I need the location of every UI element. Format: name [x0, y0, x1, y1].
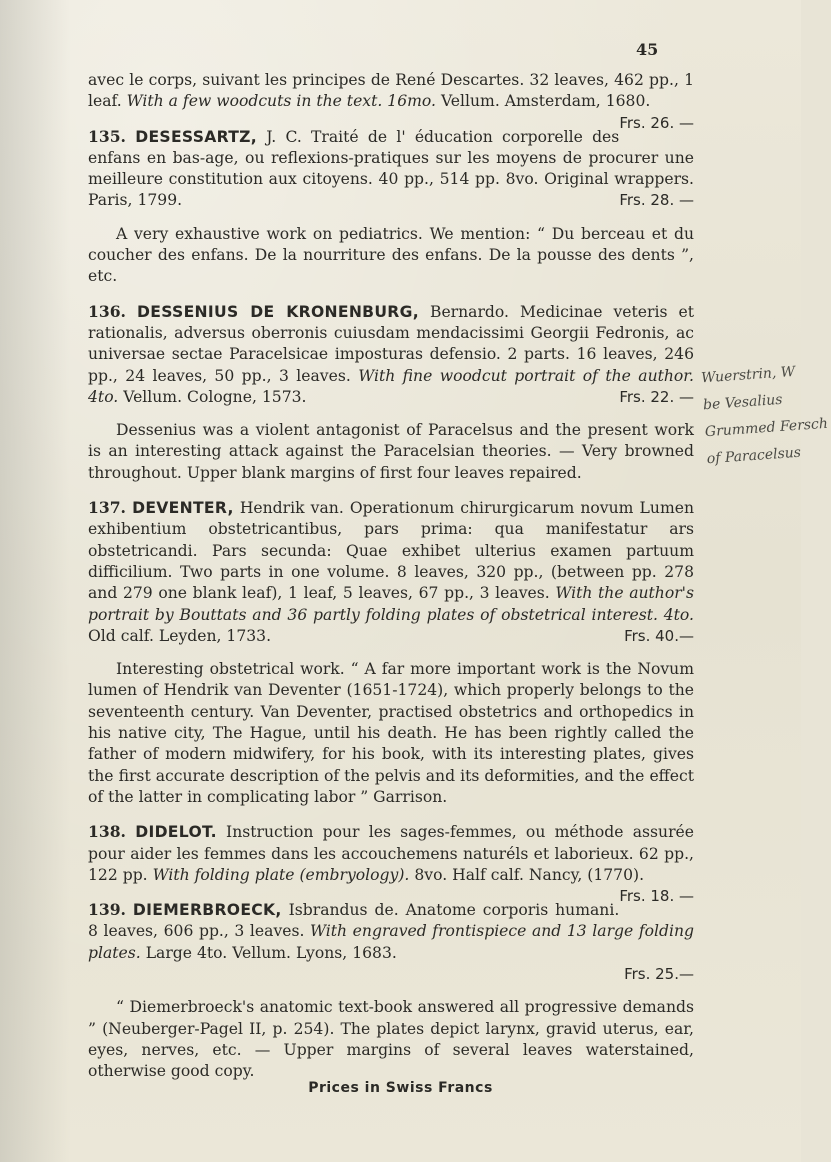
entry-number: 135. — [88, 126, 126, 146]
margin-note-line: of Paracelsus — [706, 444, 802, 468]
entry-number: 136. — [88, 301, 126, 321]
entry-title: Bernardo. Medicinae veteris et rationalis, adversus oberronis cuiusdam mendacissimi Georgii Fedronis, ac universae sectae Paracelsicae imposturas defensio. 2 parts. 16 leaves, 246 pp., 24 leaves, 50 pp., 3 leaves. — [88, 302, 694, 385]
entry-139 — [88, 899, 694, 985]
entry-binding: Old calf. Leyden, 1733. — [88, 626, 272, 645]
entry-author: DESSENIUS DE KRONENBURG, — [137, 302, 419, 321]
entry-price: Frs. 26. — — [619, 113, 694, 132]
entry-number: 137. — [88, 498, 126, 518]
margin-note-line: be Vesalius — [702, 391, 784, 414]
entry-price: Frs. 22. — — [619, 387, 694, 406]
entry-author: DEVENTER, — [132, 499, 234, 518]
entry-italic: With a few woodcuts in the text. 16mo. — [126, 92, 436, 111]
entry-title: Isbrandus de. Anatome corporis humani. 8 leaves, 606 pp., 3 leaves. — [88, 901, 620, 941]
entry-price: Frs. 25.— — [624, 964, 694, 983]
entry-number: 139. — [88, 900, 126, 920]
entry-italic: With fine woodcut portrait of the author. 4to. — [88, 366, 695, 406]
entry-binding: Vellum. Amsterdam, 1680. — [440, 92, 651, 111]
entry-italic: With engraved frontispiece and 13 large folding plates. — [88, 922, 694, 962]
catalogue-text — [88, 70, 694, 1082]
entry-italic: With folding plate (embryology). — [152, 865, 410, 884]
entry-135 — [88, 126, 694, 212]
entry-136 — [88, 301, 694, 408]
entry-note: Interesting obstetrical work. “ A far more important work is the Novum lumen of Hendrik van Deventer (1651-1724), which properly belongs to the seventeenth century. Van Deventer, practised obstetrics and orthopedics in his native city, The Hague, until his death. He has been rightly called the father of modern midwifery, for his book, with its interesting plates, gives the first accurate description of the pelvis and its deformities, and the effect of the latter in complicating labor ” Garrison. — [88, 660, 694, 806]
entry-note: A very exhaustive work on pediatrics. We mention: “ Du berceau et du coucher des enfans. De la nourriture des enfans. De la pousse des dents ”, etc. — [88, 224, 694, 286]
entry-author: DIDELOT. — [135, 823, 217, 842]
entry-italic: With the author's portrait by Bouttats and 36 partly folding plates of obstetrical interest. 4to. — [88, 584, 694, 624]
handwritten-margin-note — [700, 359, 829, 473]
entry-binding: Vellum. Cologne, 1573. — [123, 387, 307, 406]
entry-price: Frs. 28. — — [619, 191, 694, 210]
entry-note: Dessenius was a violent antagonist of Paracelsus and the present work is an interesting attack against the Paracelsian theories. — Very browned throughout. Upper blank margins of first four leaves repaired. — [88, 421, 694, 482]
entry-title: Hendrik van. Operationum chirurgicarum novum Lumen exhibentium obstetricantibus, pars prima: qua manifestatur ars obstetricandi. Pars secunda: Quae exhibet ulterius examen partuum difficilium. Two parts in one volume. 8 leaves, 320 pp., (between pp. 278 and 279 one blank leaf), 1 leaf, 5 leaves, 67 pp., 3 leaves. — [88, 499, 695, 603]
entry-number: 138. — [88, 822, 126, 842]
entry-continuation — [88, 70, 694, 132]
page-shadow — [0, 0, 70, 1162]
entry-text: avec le corps, suivant les principes de René Descartes. 32 leaves, 462 pp., 1 leaf. — [88, 71, 694, 111]
page-footer: Prices in Swiss Francs — [308, 1080, 493, 1096]
entry-price: Frs. 18. — — [619, 887, 694, 906]
entry-price: Frs. 40.— — [624, 626, 694, 645]
margin-note-line: Grummed Fersch — [704, 415, 829, 441]
entry-title: J. C. Traité de l' éducation corporelle des enfans en bas-age, ou reflexions-pratiques sur les moyens de procurer une meilleure constitution aux citoyens. 40 pp., 514 pp. 8vo. Original wrappers. Paris, 1799. — [88, 127, 694, 210]
margin-note-line: Wuerstrin, W — [700, 363, 796, 387]
page-number: 45 — [636, 40, 659, 59]
entry-138 — [88, 821, 694, 906]
entry-137 — [88, 497, 694, 647]
entry-author: DIEMERBROECK, — [132, 901, 282, 920]
entry-author: DESESSARTZ, — [135, 127, 258, 146]
entry-binding: Large 4to. Vellum. Lyons, 1683. — [145, 943, 397, 962]
entry-binding: 8vo. Half calf. Nancy, (1770). — [414, 865, 645, 884]
entry-title: Instruction pour les sages-femmes, ou méthode assurée pour aider les femmes dans les accouchemens naturéls et laborieux. 62 pp., 122 pp. — [88, 823, 694, 884]
entry-note: “ Diemerbroeck's anatomic text-book answered all progressive demands ” (Neuberger-Pagel II, p. 254). The plates depict larynx, gravid uterus, ear, eyes, nerves, etc. — Upper margins of several leaves waterstained, otherwise good copy. — [88, 998, 694, 1081]
